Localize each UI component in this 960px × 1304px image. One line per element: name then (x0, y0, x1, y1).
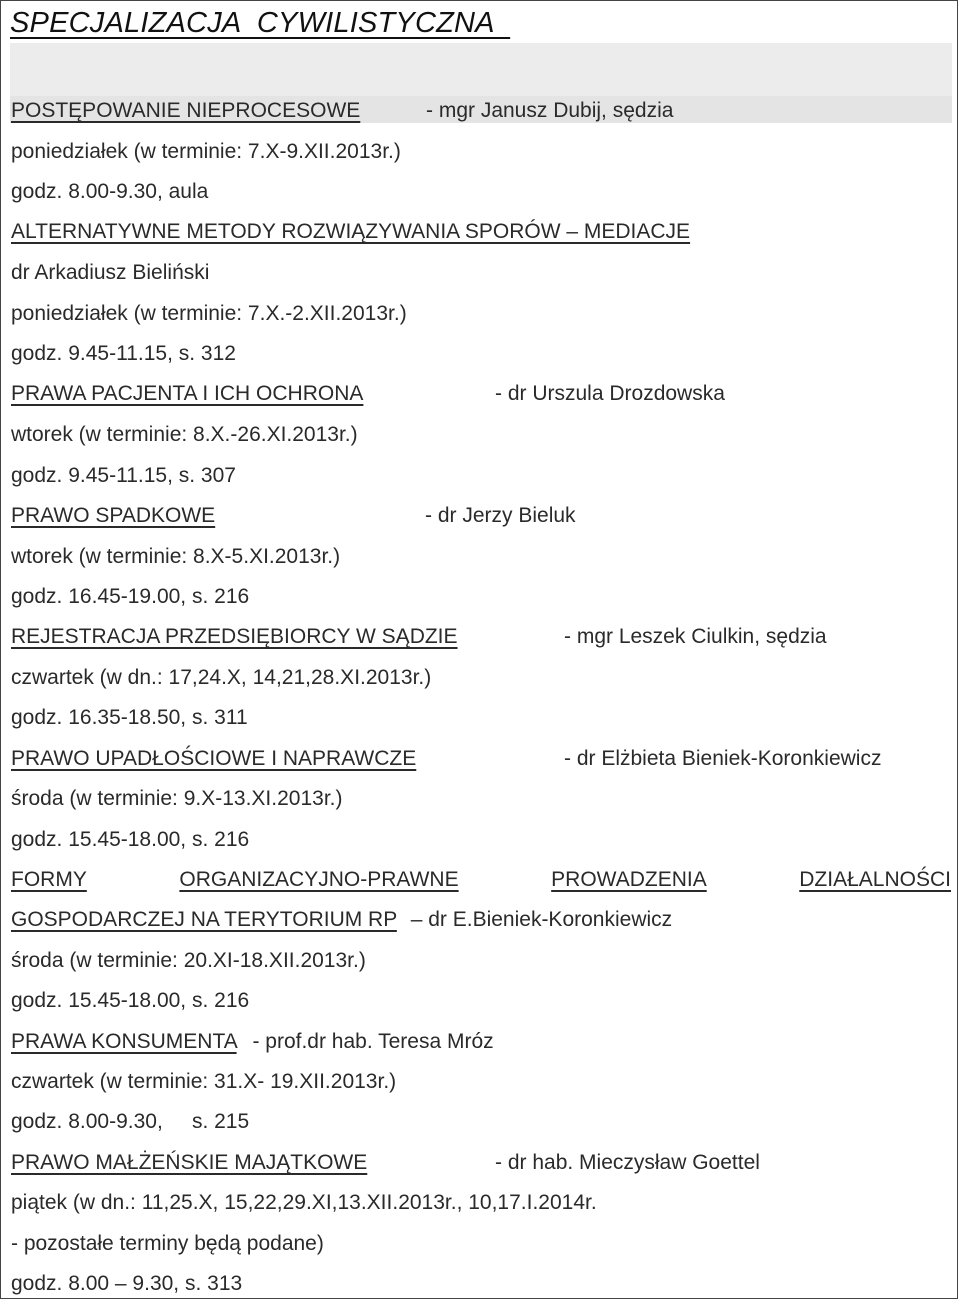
course-7-word-1: FORMY (11, 868, 87, 891)
course-8-time: godz. 8.00-9.30, s. 215 (11, 1110, 250, 1133)
course-6-name: PRAWO UPADŁOŚCIOWE I NAPRAWCZE (11, 747, 417, 770)
course-5-lecturer: - mgr Leszek Ciulkin, sędzia (564, 625, 827, 648)
course-7-word-3: PROWADZENIA (551, 868, 707, 891)
course-4-time: godz. 16.45-19.00, s. 216 (11, 585, 250, 608)
course-9-name: PRAWO MAŁŻEŃSKIE MAJĄTKOWE (11, 1151, 368, 1174)
course-2-lecturer: dr Arkadiusz Bieliński (11, 261, 210, 284)
course-7-name-line-1 (11, 860, 951, 900)
course-2-schedule: poniedziałek (w terminie: 7.X.-2.XII.2013r.) (11, 302, 407, 325)
course-7-lecturer: – dr E.Bieniek-Koronkiewicz (410, 908, 673, 931)
course-9-schedule: piątek (w dn.: 11,25.X, 15,22,29.XI,13.XII.2013r., 10,17.I.2014r. (11, 1191, 597, 1214)
course-2-time: godz. 9.45-11.15, s. 312 (11, 342, 236, 365)
course-4-name: PRAWO SPADKOWE (11, 504, 216, 527)
course-3-schedule: wtorek (w terminie: 8.X.-26.XI.2013r.) (11, 423, 358, 446)
course-9-header (11, 1143, 951, 1183)
course-7-schedule: środa (w terminie: 20.XI-18.XII.2013r.) (11, 949, 366, 972)
page-title: SPECJALIZACJA CYWILISTYCZNA (10, 7, 511, 39)
course-7-name-continued: GOSPODARCZEJ NA TERYTORIUM RP (11, 908, 397, 931)
course-6-header (11, 739, 951, 779)
course-8-name: PRAWA KONSUMENTA (11, 1030, 237, 1053)
course-1-schedule: poniedziałek (w terminie: 7.X-9.XII.2013r.) (11, 140, 401, 163)
course-5-schedule: czwartek (w dn.: 17,24.X, 14,21,28.XI.2013r.) (11, 666, 432, 689)
course-1-time: godz. 8.00-9.30, aula (11, 180, 209, 203)
course-4-header (11, 496, 951, 536)
course-1-name: POSTĘPOWANIE NIEPROCESOWE (11, 99, 361, 122)
course-9-note: - pozostałe terminy będą podane) (11, 1232, 324, 1255)
course-7-word-4: DZIAŁALNOŚCI (799, 868, 951, 891)
course-5-time: godz. 16.35-18.50, s. 311 (11, 706, 248, 729)
course-3-header (11, 374, 951, 414)
course-5-header (11, 617, 951, 657)
course-7-word-2: ORGANIZACYJNO-PRAWNE (179, 868, 459, 891)
course-6-schedule: środa (w terminie: 9.X-13.XI.2013r.) (11, 787, 343, 810)
course-1-lecturer: - mgr Janusz Dubij, sędzia (426, 99, 674, 122)
course-2-name: ALTERNATYWNE METODY ROZWIĄZYWANIA SPORÓW – MEDIACJE (11, 220, 691, 243)
course-1-header (11, 91, 951, 131)
course-8-lecturer: - prof.dr hab. Teresa Mróz (252, 1030, 494, 1053)
course-7-time: godz. 15.45-18.00, s. 216 (11, 989, 250, 1012)
course-5-name: REJESTRACJA PRZEDSIĘBIORCY W SĄDZIE (11, 625, 458, 648)
course-4-lecturer: - dr Jerzy Bieluk (425, 504, 576, 527)
course-7-name-line-2 (11, 900, 672, 940)
course-8-schedule: czwartek (w terminie: 31.X- 19.XII.2013r.) (11, 1070, 397, 1093)
course-3-lecturer: - dr Urszula Drozdowska (495, 382, 725, 405)
course-4-schedule: wtorek (w terminie: 8.X-5.XI.2013r.) (11, 545, 341, 568)
course-6-lecturer: - dr Elżbieta Bieniek-Koronkiewicz (564, 747, 882, 770)
course-8-header (11, 1022, 494, 1062)
course-9-lecturer: - dr hab. Mieczysław Goettel (495, 1151, 760, 1174)
course-9-time: godz. 8.00 – 9.30, s. 313 (11, 1272, 243, 1295)
course-6-time: godz. 15.45-18.00, s. 216 (11, 828, 250, 851)
course-3-name: PRAWA PACJENTA I ICH OCHRONA (11, 382, 364, 405)
course-3-time: godz. 9.45-11.15, s. 307 (11, 464, 236, 487)
